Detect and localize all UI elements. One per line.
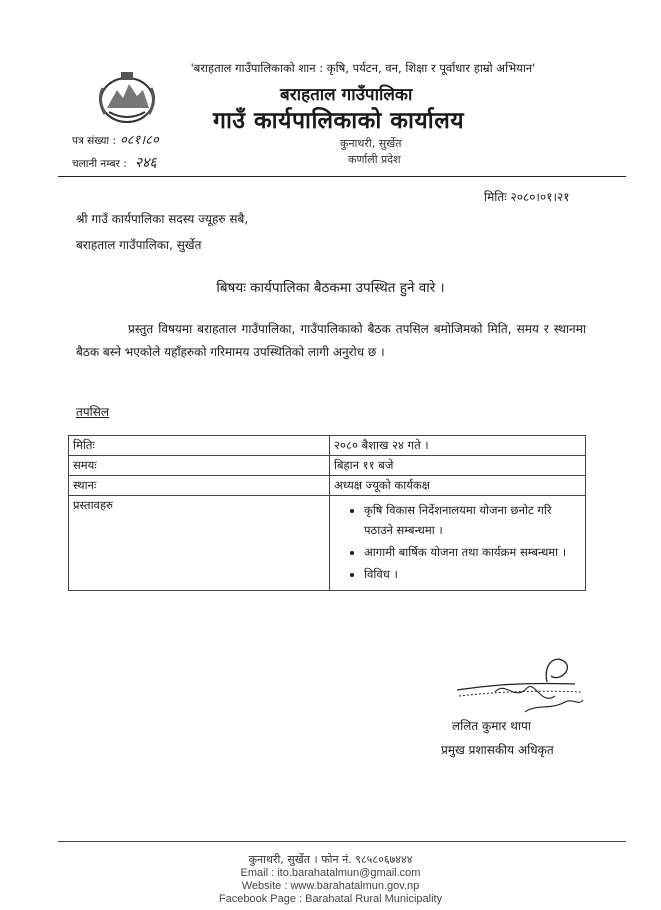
header-divider (58, 176, 626, 177)
date-value: २०८० बैशाख २४ गते । (330, 436, 586, 456)
address-line1: कुनाथरी, सुर्खेत (340, 137, 402, 150)
place-value: अध्यक्ष ज्यूको कार्यकक्ष (330, 476, 586, 496)
dispatch-number (72, 153, 157, 172)
office-name: गाउँ कार्यपालिकाको कार्यालय (213, 108, 465, 134)
recipient-line2: बराहताल गाउँपालिका, सुर्खेत (76, 238, 202, 252)
footer-email: Email : ito.barahatalmun@gmail.com (240, 867, 421, 879)
signatory-title: प्रमुख प्रशासकीय अधिकृत (441, 743, 554, 757)
footer-divider (58, 841, 626, 842)
signature-icon (455, 652, 585, 717)
letterhead-motto: 'बराहताल गाउँपालिकाको शान : कृषि, पर्यटन, वन, शिक्षा र पूर्वाधार हाम्रो अभियान' (190, 61, 536, 75)
reference-value: ०८१।८० (120, 133, 159, 148)
agenda-label: प्रस्तावहरु (69, 496, 330, 591)
table-row (69, 476, 586, 496)
letter-body (76, 318, 586, 364)
footer-contact: कुनाथरी, सुर्खेत । फोन नं. ९८५८०६७४४४ (248, 853, 413, 866)
org-name: बराहताल गाउँपालिका (280, 85, 413, 105)
meeting-details-table (68, 435, 586, 591)
agenda-item: • विविध । (364, 564, 581, 584)
dispatch-label: चलानी नम्बर : (72, 158, 127, 170)
date-label: मितिः (69, 436, 330, 456)
nepal-emblem-icon (95, 68, 159, 126)
place-label: स्थानः (69, 476, 330, 496)
reference-number (72, 130, 159, 148)
letter-body-text: प्रस्तुत विषयमा बराहताल गाउँपालिका, गाउँपालिकाको बैठक तपसिल बमोजिमको मिति, समय र स्थानमा बैठक बस्ने भएकोले यहाँहरुको गरिमामय उपस्थितिको लागी अनुरोध छ । (76, 322, 586, 359)
footer-website: Website : www.barahatalmun.gov.np (241, 880, 420, 892)
footer-facebook: Facebook Page : Barahatal Rural Municipality (218, 893, 443, 905)
reference-label: पत्र संख्या : (72, 135, 117, 147)
recipient-line1: श्री गाउँ कार्यपालिका सदस्य ज्यूहरु सबै, (76, 212, 249, 226)
time-label: समयः (69, 456, 330, 476)
agenda-item: • आगामी बार्षिक योजना तथा कार्यक्रम सम्बन्धमा । (364, 542, 581, 562)
agenda-list (334, 500, 581, 584)
table-row (69, 496, 586, 591)
dispatch-value: २४६ (134, 155, 157, 171)
tapasil-heading: तपसिल (76, 405, 110, 419)
signatory-name: ललित कुमार थापा (452, 719, 531, 733)
letter-subject: बिषयः कार्यपालिका बैठकमा उपस्थित हुने वारे । (216, 280, 445, 296)
agenda-cell (330, 496, 586, 591)
table-row (69, 456, 586, 476)
table-row (69, 436, 586, 456)
letter-date: मितिः २०८०।०१।२१ (484, 190, 570, 204)
time-value: बिहान ११ बजे (330, 456, 586, 476)
agenda-item: • कृषि विकास निर्देशनालयमा योजना छनोट गरि पठाउने सम्बन्धमा । (364, 500, 581, 540)
address-line2: कर्णाली प्रदेश (348, 153, 401, 166)
